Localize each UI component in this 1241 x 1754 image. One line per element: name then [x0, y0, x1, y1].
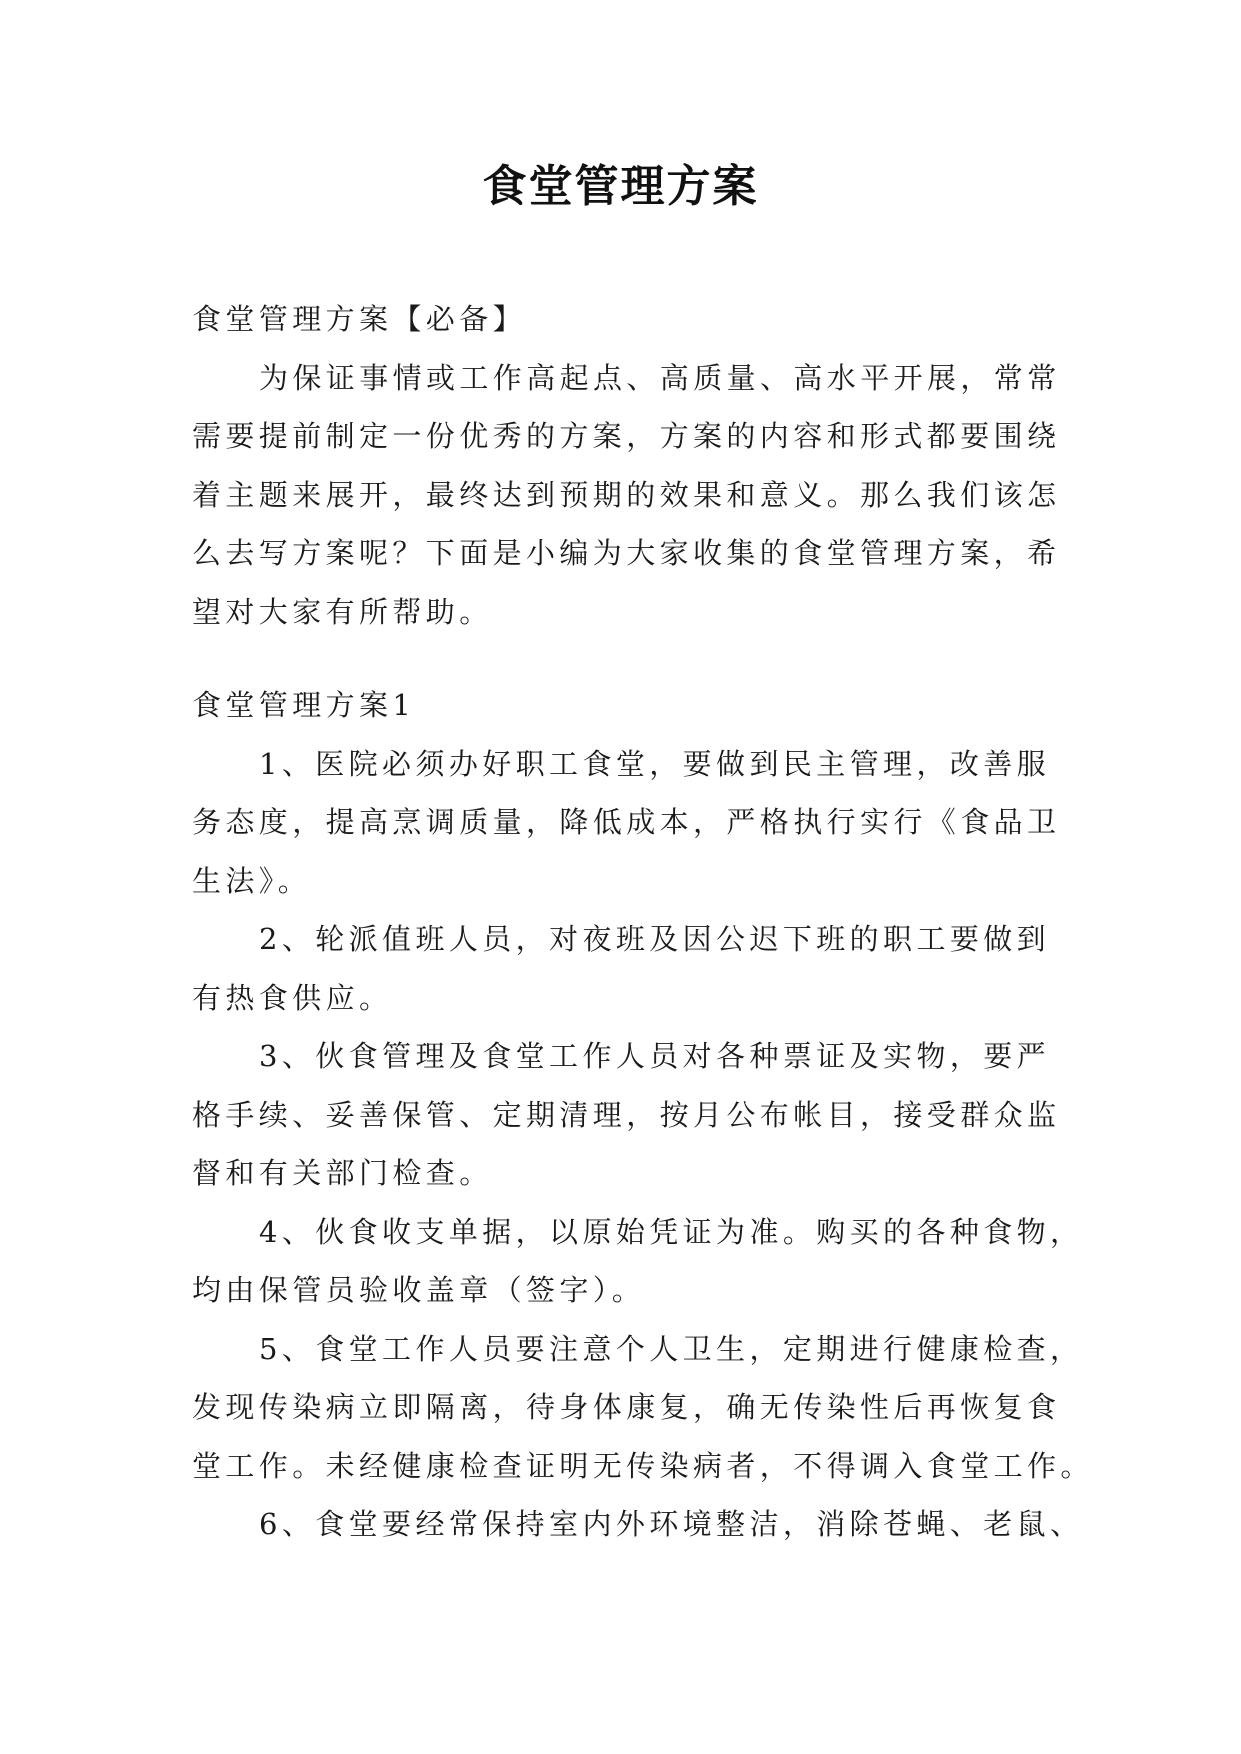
list-item [192, 1320, 1094, 1496]
list-item [192, 910, 1050, 1027]
item-line: 有热食供应。 [192, 980, 393, 1015]
intro-line: 需要提前制定一份优秀的方案，方案的内容和形式都要围绕 [192, 419, 1061, 453]
list-item [192, 735, 1061, 911]
item-line: 堂工作。未经健康检查证明无传染病者，不得调入食堂工作。 [192, 1448, 1094, 1483]
list-item [192, 1027, 1061, 1203]
item-line: 格手续、妥善保管、定期清理，按月公布帐目，接受群众监 [192, 1097, 1061, 1132]
item-line: 1、医院必须办好职工食堂，要做到民主管理，改善服 [259, 746, 1051, 781]
list-item [192, 1495, 1084, 1554]
item-line: 3、伙食管理及食堂工作人员对各种票证及实物，要严 [259, 1039, 1051, 1073]
item-line: 6、食堂要经常保持室内外环境整洁，消除苍蝇、老鼠、 [259, 1507, 1084, 1541]
item-line: 5、食堂工作人员要注意个人卫生，定期进行健康检查， [259, 1331, 1084, 1366]
list-item [192, 1203, 1084, 1320]
item-line: 4、伙食收支单据，以原始凭证为准。购买的各种食物， [259, 1214, 1084, 1249]
intro-paragraph [192, 349, 1061, 642]
intro-line: 么去写方案呢？下面是小编为大家收集的食堂管理方案，希 [192, 536, 1061, 570]
item-line: 务态度，提高烹调质量，降低成本，严格执行实行《食品卫 [192, 805, 1061, 839]
intro-line: 着主题来展开，最终达到预期的效果和意义。那么我们该怎 [192, 477, 1061, 512]
item-line: 督和有关部门检查。 [192, 1156, 493, 1190]
item-line: 2、轮派值班人员，对夜班及因公迟下班的职工要做到 [259, 922, 1051, 956]
item-line: 发现传染病立即隔离，待身体康复，确无传染性后再恢复食 [192, 1390, 1061, 1424]
item-line: 生法》。 [192, 863, 312, 898]
section-title: 食堂管理方案1 [192, 688, 416, 722]
document-title: 食堂管理方案 [482, 161, 759, 212]
document-body [192, 290, 1094, 1554]
intro-line: 望对大家有所帮助。 [192, 594, 493, 629]
intro-line: 为保证事情或工作高起点、高质量、高水平开展，常常 [259, 360, 1061, 395]
item-line: 均由保管员验收盖章（签字）。 [192, 1273, 646, 1307]
document-subtitle: 食堂管理方案【必备】 [192, 302, 527, 336]
